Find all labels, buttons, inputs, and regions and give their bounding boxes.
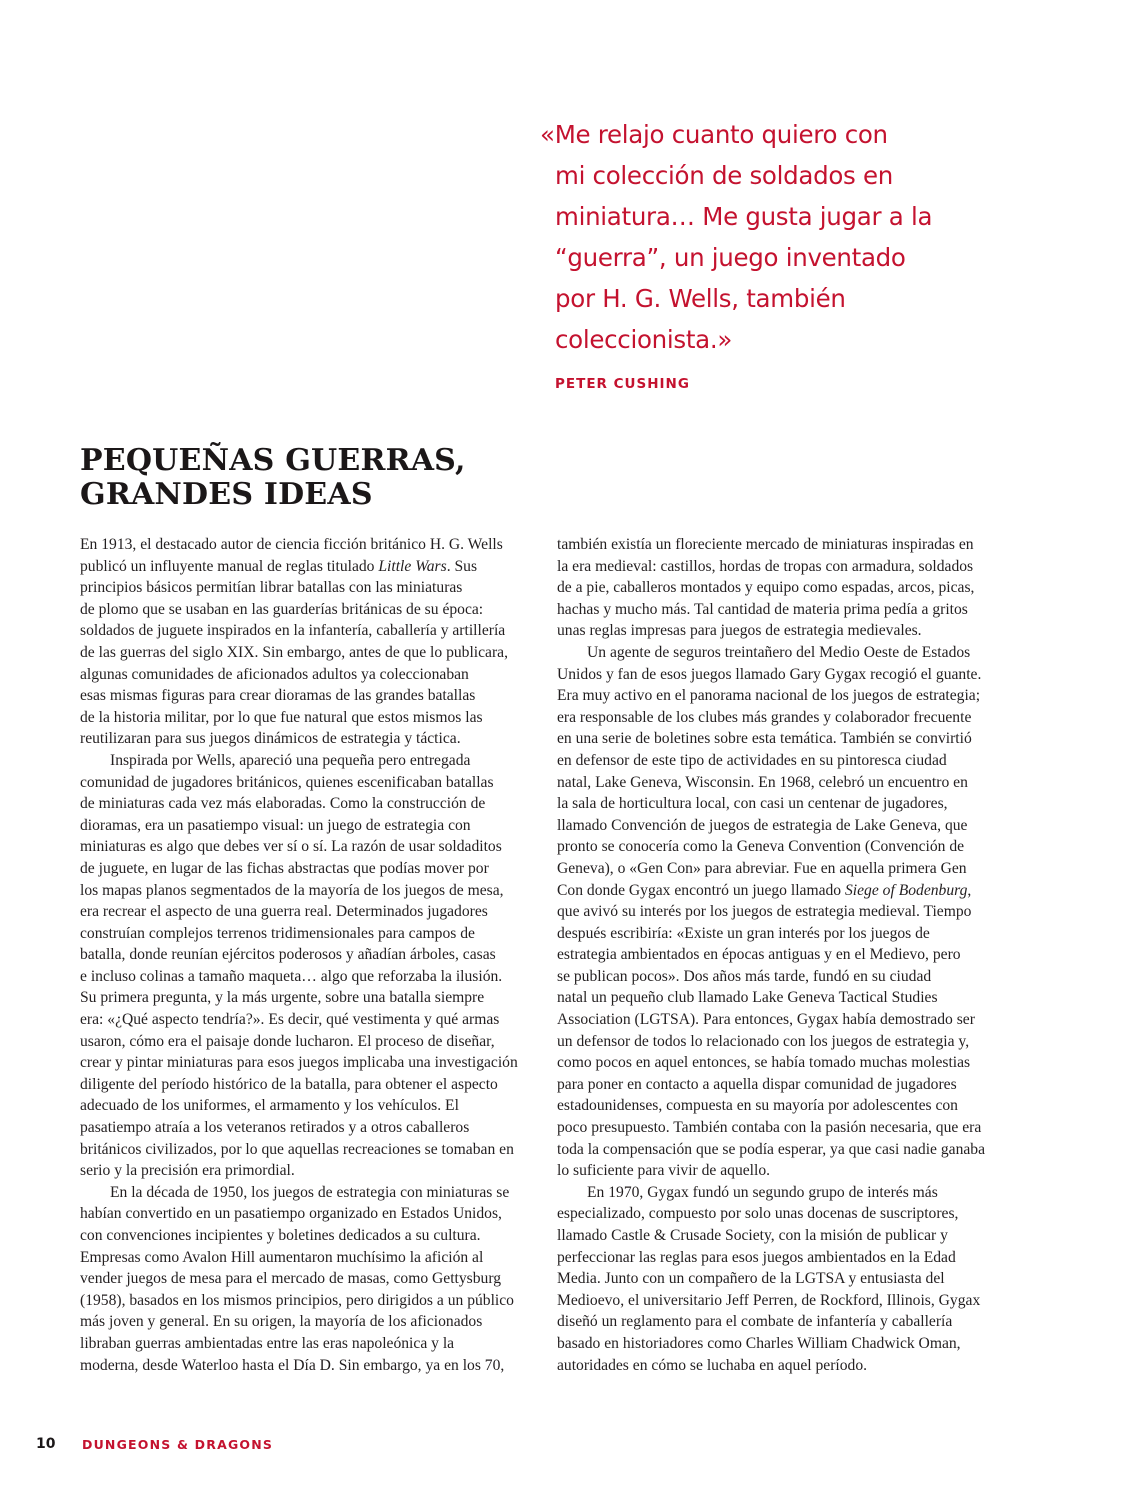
- text-line: vender juegos de mesa para el mercado de masas, como Gettysburg: [80, 1270, 502, 1288]
- text-line: reutilizaran para sus juegos dinámicos de estrategia y táctica.: [80, 730, 461, 748]
- article-title-line: PEQUEÑAS GUERRAS,: [80, 443, 466, 478]
- text-line: comunidad de jugadores británicos, quienes escenificaban batallas: [80, 773, 494, 791]
- text-line: perfeccionar las reglas para esos juegos ambientados en la Edad: [557, 1248, 956, 1266]
- text-line: de plomo que se usaban en las guarderías británicas de su época:: [80, 600, 484, 618]
- text-line: serio y la precisión era primordial.: [80, 1162, 295, 1180]
- text-line: estrategia ambientados en épocas antiguas y en el Medievo, pero: [557, 946, 961, 964]
- text-line: Unidos y fan de esos juegos llamado Gary Gygax recogió el guante.: [557, 665, 982, 683]
- pull-quote-line: miniatura… Me gusta jugar a la: [555, 202, 933, 231]
- text-line: era responsable de los clubes más grandes y colaborador frecuente: [557, 708, 972, 726]
- text-line: diseñó un reglamento para el combate de infantería y caballería: [557, 1313, 953, 1331]
- text-line: lo suficiente para vivir de aquello.: [557, 1162, 771, 1180]
- text-line: libraban guerras ambientadas entre las eras napoleónica y la: [80, 1334, 455, 1352]
- text-line: construían complejos terrenos tridimensionales para campos de: [80, 924, 475, 942]
- text-line: principios básicos permitían librar batallas con las miniaturas: [80, 579, 463, 597]
- text-line: de las guerras del siglo XIX. Sin embargo, antes de que lo publicara,: [80, 643, 508, 661]
- text-line: en defensor de este tipo de actividades en su pintoresca ciudad: [557, 751, 947, 769]
- text-line: Era muy activo en el panorama nacional de los juegos de estrategia;: [557, 687, 981, 705]
- text-line: con convenciones incipientes y boletines dedicados a su cultura.: [80, 1227, 481, 1244]
- text-line: un defensor de todos lo relacionado con los juegos de estrategia y,: [557, 1032, 970, 1050]
- text-line: Medioevo, el universitario Jeff Perren, de Rockford, Illinois, Gygax: [557, 1291, 981, 1309]
- pull-quote: [540, 114, 1000, 360]
- text-line: también existía un floreciente mercado de miniaturas inspiradas en: [557, 536, 974, 553]
- page-number: 10: [36, 1436, 56, 1452]
- article-title: [80, 444, 466, 512]
- text-line: [80, 556, 530, 578]
- text-line: Association (LGTSA). Para entonces, Gygax había demostrado ser: [557, 1011, 975, 1029]
- text-line: algunas comunidades de aficionados adultos ya coleccionaban: [80, 665, 469, 683]
- text-line: autoridades en cómo se luchaba en aquel período.: [557, 1356, 868, 1374]
- text-line: miniaturas es algo que debes ver sí o sí. La razón de usar soldaditos: [80, 838, 502, 856]
- text-segment: publicó un influyente manual de reglas titulado: [80, 557, 379, 575]
- article-title-line: GRANDES IDEAS: [80, 477, 373, 512]
- pull-quote-attribution: PETER CUSHING: [555, 376, 690, 392]
- text-line: En 1970, Gygax fundó un segundo grupo de interés más: [587, 1183, 938, 1201]
- text-line: Su primera pregunta, y la más urgente, sobre una batalla siempre: [80, 989, 485, 1007]
- text-line: natal, Lake Geneva, Wisconsin. En 1968, celebró un encuentro en: [557, 773, 968, 791]
- text-line: toda la compensación que se podía esperar, ya que casi nadie ganaba: [557, 1140, 986, 1158]
- text-line: Empresas como Avalon Hill aumentaron muchísimo la afición al: [80, 1248, 484, 1266]
- text-line: Geneva), o «Gen Con» para abreviar. Fue en aquella primera Gen: [557, 859, 967, 877]
- text-line: e incluso colinas a tamaño maqueta… algo que reforzaba la ilusión.: [80, 967, 503, 985]
- text-line: de la historia militar, por lo que fue natural que estos mismos las: [80, 708, 483, 726]
- text-line: Un agente de seguros treintañero del Medio Oeste de Estados: [587, 643, 971, 661]
- text-line: dioramas, era un pasatiempo visual: un juego de estrategia con: [80, 816, 471, 834]
- pull-quote-line: mi colección de soldados en: [555, 161, 893, 190]
- text-line: que avivó su interés por los juegos de estrategia medieval. Tiempo: [557, 903, 972, 921]
- text-line: especializado, compuesto por solo unas docenas de suscriptores,: [557, 1205, 959, 1223]
- text-line: usaron, cómo era el paisaje donde lucharon. El proceso de diseñar,: [80, 1032, 495, 1050]
- pull-quote-line: por H. G. Wells, también: [555, 284, 846, 313]
- text-line: llamado Castle & Crusade Society, con la misión de publicar y: [557, 1227, 948, 1244]
- text-line: crear y pintar miniaturas para esos juegos implicaba una investigación: [80, 1054, 518, 1072]
- text-line: después escribiría: «Existe un gran interés por los juegos de: [557, 924, 930, 942]
- text-line: unas reglas impresas para juegos de estrategia medievales.: [557, 622, 922, 640]
- text-line: habían convertido en un pasatiempo organizado en Estados Unidos,: [80, 1205, 502, 1223]
- text-segment: ,: [967, 881, 972, 899]
- text-line: adecuado de los uniformes, el armamento y los vehículos. El: [80, 1097, 459, 1115]
- text-line: llamado Convención de juegos de estrategia de Lake Geneva, que: [557, 816, 968, 834]
- text-line: estadounidenses, compuesta en su mayoría por adolescentes con: [557, 1097, 958, 1115]
- text-line: en una serie de boletines sobre esta temática. También se convirtió: [557, 730, 972, 748]
- text-line: la era medieval: castillos, hordas de tropas con armadura, soldados: [557, 557, 974, 575]
- text-line: para poner en contacto a aquella dispar comunidad de jugadores: [557, 1075, 957, 1093]
- text-line: la sala de horticultura local, con casi un centenar de jugadores,: [557, 795, 948, 813]
- pull-quote-line: “guerra”, un juego inventado: [555, 243, 906, 272]
- text-line: los mapas planos segmentados de la mayoría de los juegos de mesa,: [80, 881, 504, 899]
- text-line: natal un pequeño club llamado Lake Geneva Tactical Studies: [557, 989, 938, 1007]
- text-segment: . Sus: [446, 557, 478, 575]
- text-line: de miniaturas cada vez más elaboradas. Como la construcción de: [80, 795, 486, 813]
- text-line: soldados de juguete inspirados en la infantería, caballería y artillería: [80, 622, 506, 640]
- text-line: (1958), basados en los mismos principios, pero dirigidos a un público: [80, 1291, 514, 1309]
- text-line: poco presupuesto. También contaba con la pasión necesaria, que era: [557, 1119, 982, 1137]
- text-line: basado en historiadores como Charles William Chadwick Oman,: [557, 1334, 961, 1352]
- game-title-siege-of-bodenburg: Siege of Bodenburg: [845, 881, 968, 899]
- text-line: pasatiempo atraía a los veteranos retirados y a otros caballeros: [80, 1119, 470, 1137]
- text-line: esas mismas figuras para crear dioramas de las grandes batallas: [80, 687, 476, 705]
- text-line: En 1913, el destacado autor de ciencia ficción británico H. G. Wells: [80, 536, 503, 553]
- text-line: En la década de 1950, los juegos de estrategia con miniaturas se: [110, 1183, 510, 1201]
- text-line: pronto se conocería como la Geneva Convention (Convención de: [557, 838, 965, 856]
- text-line: Inspirada por Wells, apareció una pequeña pero entregada: [110, 751, 471, 769]
- text-line: Media. Junto con un compañero de la LGTSA y entusiasta del: [557, 1270, 945, 1288]
- text-line: batalla, donde reunían ejércitos poderosos y añadían árboles, casas: [80, 946, 496, 964]
- pull-quote-line: «Me relajo cuanto quiero con: [540, 120, 888, 149]
- text-line: se publican pocos». Dos años más tarde, fundó en su ciudad: [557, 967, 932, 985]
- text-line: de a pie, caballeros montados y equipo como espadas, arcos, picas,: [557, 579, 975, 597]
- article-column-left: [80, 534, 530, 1376]
- text-line: diligente del período histórico de la batalla, para obtener el aspecto: [80, 1075, 498, 1093]
- running-footer-title: DUNGEONS & DRAGONS: [82, 1437, 274, 1452]
- text-line: [557, 880, 1007, 902]
- book-title-little-wars: Little Wars: [378, 557, 447, 575]
- text-line: era recrear el aspecto de una guerra real. Determinados jugadores: [80, 903, 488, 921]
- text-segment: Con donde Gygax encontró un juego llamado: [557, 881, 845, 899]
- text-line: más joven y general. En su origen, la mayoría de los aficionados: [80, 1313, 483, 1331]
- text-line: como pocos en aquel entonces, se había tomado muchas molestias: [557, 1054, 971, 1072]
- article-column-right: [557, 534, 1007, 1376]
- text-line: era: «¿Qué aspecto tendría?». Es decir, qué vestimenta y qué armas: [80, 1011, 500, 1029]
- text-line: de juguete, en lugar de las fichas abstractas que podías mover por: [80, 859, 489, 877]
- pull-quote-line: coleccionista.»: [555, 325, 733, 354]
- text-line: hachas y mucho más. Tal cantidad de materia prima pedía a gritos: [557, 600, 968, 618]
- text-line: británicos civilizados, por lo que aquellas recreaciones se tomaban en: [80, 1140, 514, 1158]
- text-line: moderna, desde Waterloo hasta el Día D. Sin embargo, ya en los 70,: [80, 1356, 505, 1374]
